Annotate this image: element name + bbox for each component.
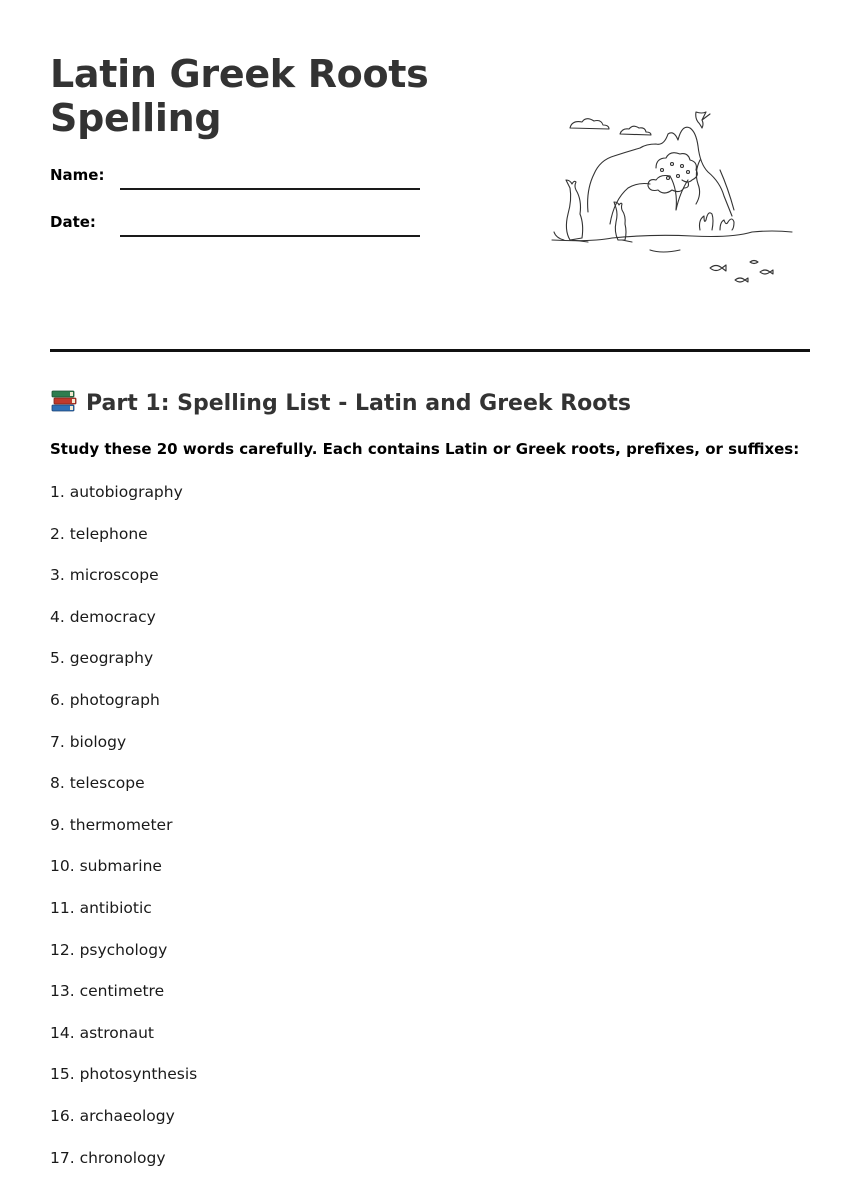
header-divider (50, 349, 810, 352)
worksheet-page (50, 0, 810, 353)
part1-heading (50, 388, 631, 420)
date-label: Date: (50, 213, 96, 231)
name-label: Name: (50, 166, 104, 184)
list-item: 5. geography (50, 647, 197, 689)
list-item: 3. microscope (50, 564, 197, 606)
list-item: 4. democracy (50, 606, 197, 648)
list-item: 10. submarine (50, 855, 197, 897)
date-write-line (120, 235, 420, 237)
list-item: 1. autobiography (50, 481, 197, 523)
name-field (50, 160, 420, 190)
list-item: 6. photograph (50, 689, 197, 731)
list-item: 11. antibiotic (50, 897, 197, 939)
worksheet-header (50, 0, 810, 353)
list-item: 14. astronaut (50, 1022, 197, 1064)
books-icon (50, 388, 78, 414)
list-item: 8. telescope (50, 772, 197, 814)
list-item: 16. archaeology (50, 1105, 197, 1147)
worksheet-title: Latin Greek Roots Spelling (50, 52, 490, 140)
date-field (50, 207, 420, 237)
list-item: 15. photosynthesis (50, 1063, 197, 1105)
list-item: 17. chronology (50, 1147, 197, 1188)
name-write-line (120, 188, 420, 190)
list-item: 12. psychology (50, 939, 197, 981)
spelling-word-list (50, 481, 197, 1188)
list-item: 9. thermometer (50, 814, 197, 856)
list-item: 13. centimetre (50, 980, 197, 1022)
part1-heading-text: Part 1: Spelling List - Latin and Greek Roots (86, 391, 631, 416)
part1-instructions: Study these 20 words carefully. Each contains Latin or Greek roots, prefixes, or suffixes: (50, 440, 799, 458)
list-item: 7. biology (50, 731, 197, 773)
list-item: 2. telephone (50, 523, 197, 565)
australian-landscape-illustration (550, 100, 795, 290)
